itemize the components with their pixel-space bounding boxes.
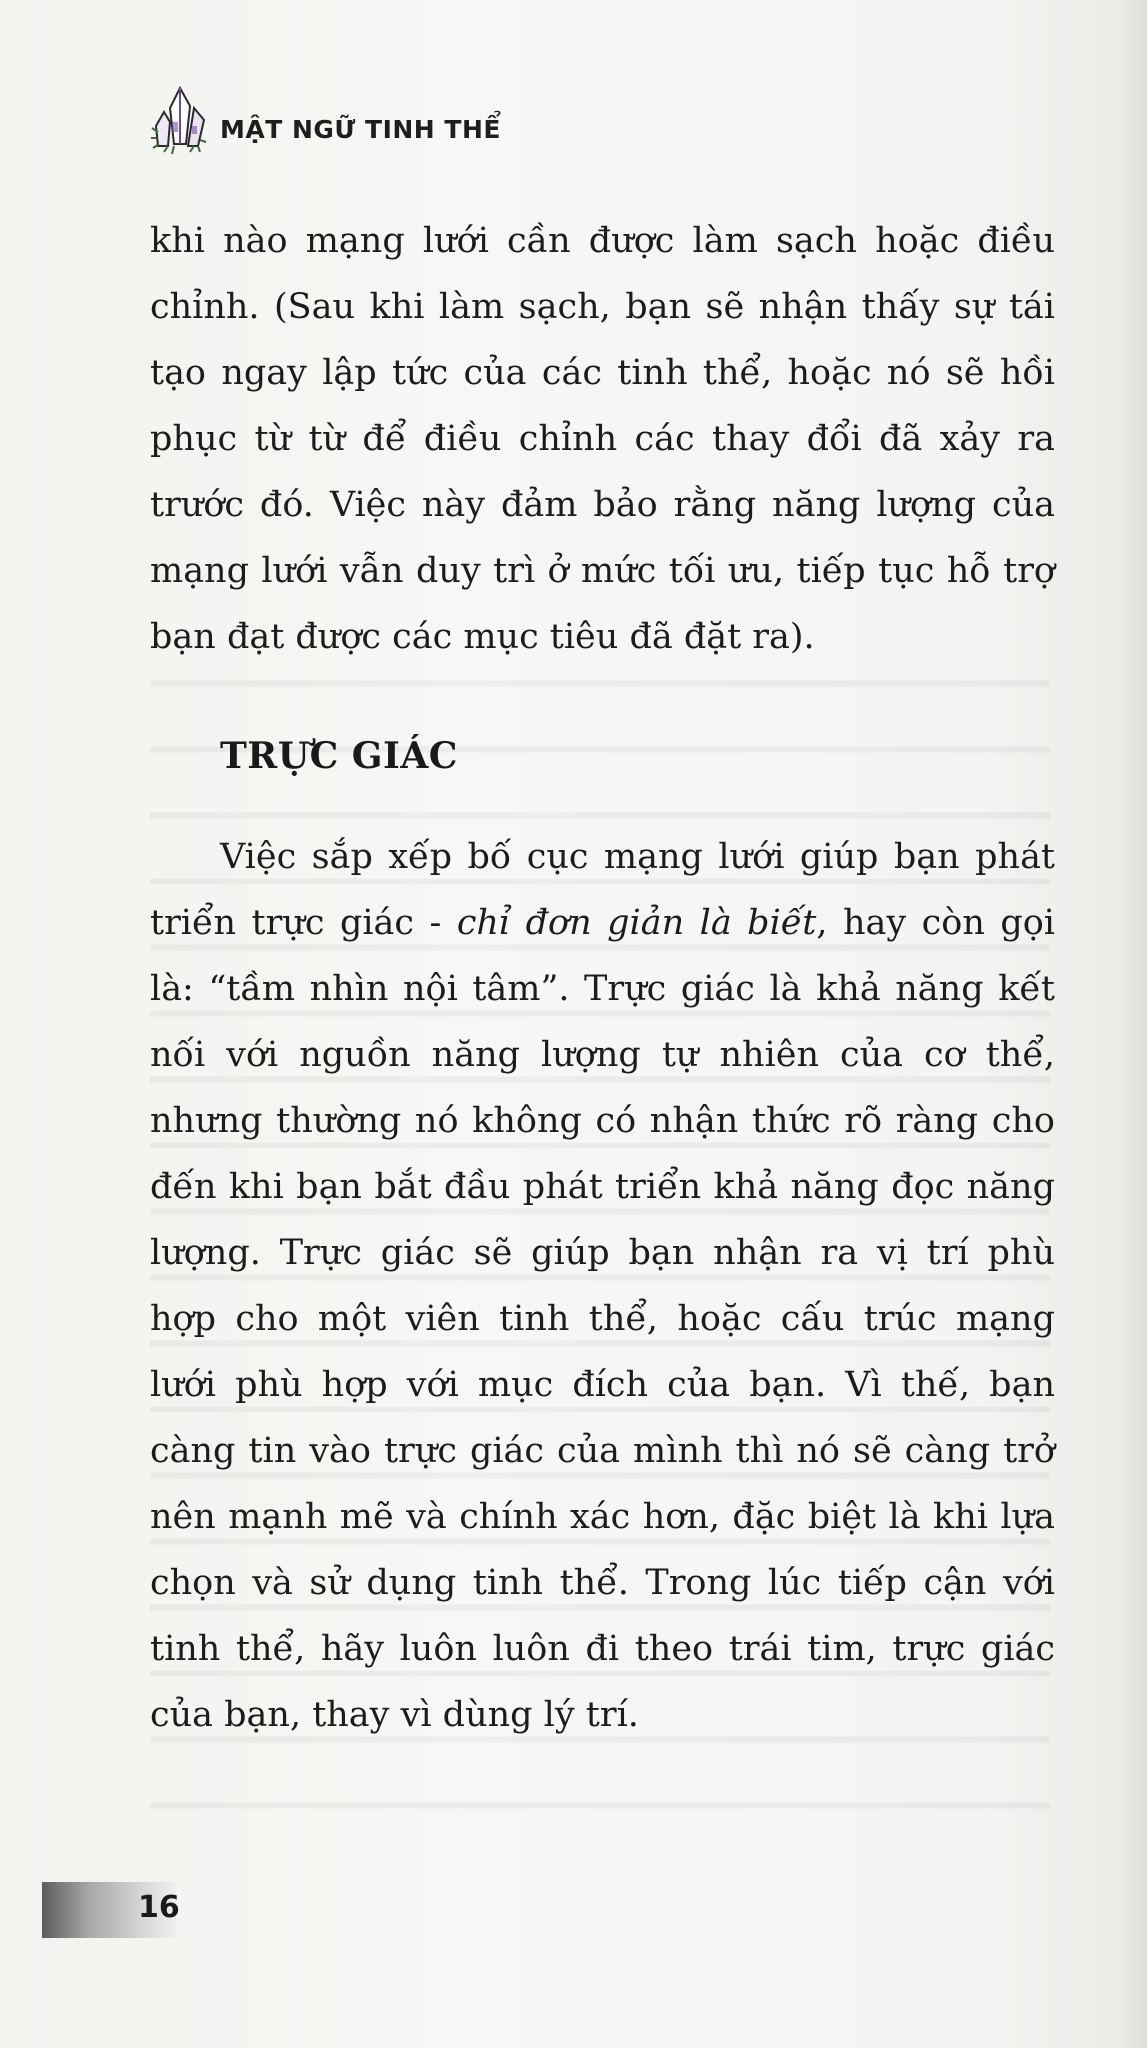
paragraph-2-italic-phrase: chỉ đơn giản là biết: [456, 903, 817, 943]
body-paragraph-1: khi nào mạng lưới cần được làm sạch hoặc điều chỉnh. (Sau khi làm sạch, bạn sẽ nhận thấy sự tái tạo ngay lập tức của các tinh thể, hoặc nó sẽ hồi phục từ từ để điều chỉnh các thay đổi đã xảy ra trước đó. Việc này đảm bảo rằng năng lượng của mạng lưới vẫn duy trì ở mức tối ưu, tiếp tục hỗ trợ bạn đạt được các mục tiêu đã đặt ra).: [150, 221, 1055, 657]
running-head: [150, 82, 501, 162]
body-paragraph-2: [150, 824, 1055, 1748]
paragraph-2-text-start: Việc sắp xếp bố cục mạng lưới giúp bạn phát triển trực giác -: [150, 837, 1055, 943]
running-head-title: MẬT NGỮ TINH THỂ: [220, 114, 501, 144]
page-number: 16: [138, 1890, 180, 1925]
crystal-cluster-icon: [150, 82, 210, 162]
page-footer: [42, 1882, 180, 1938]
paragraph-2-text-end: , hay còn gọi là: “tầm nhìn nội tâm”. Trực giác là khả năng kết nối với nguồn năng lượng tự nhiên của cơ thể, nhưng thường nó không có nhận thức rõ ràng cho đến khi bạn bắt đầu phát triển khả năng đọc năng lượng. Trực giác sẽ giúp bạn nhận ra vị trí phù hợp cho một viên tinh thể, hoặc cấu trúc mạng lưới phù hợp với mục đích của bạn. Vì thế, bạn càng tin vào trực giác của mình thì nó sẽ càng trở nên mạnh mẽ và chính xác hơn, đặc biệt là khi lựa chọn và sử dụng tinh thể. Trong lúc tiếp cận với tinh thể, hãy luôn luôn đi theo trái tim, trực giác của bạn, thay vì dùng lý trí.: [150, 903, 1056, 1735]
section-heading: TRỰC GIÁC: [220, 735, 458, 777]
page-edge-shadow: [1119, 0, 1147, 2048]
